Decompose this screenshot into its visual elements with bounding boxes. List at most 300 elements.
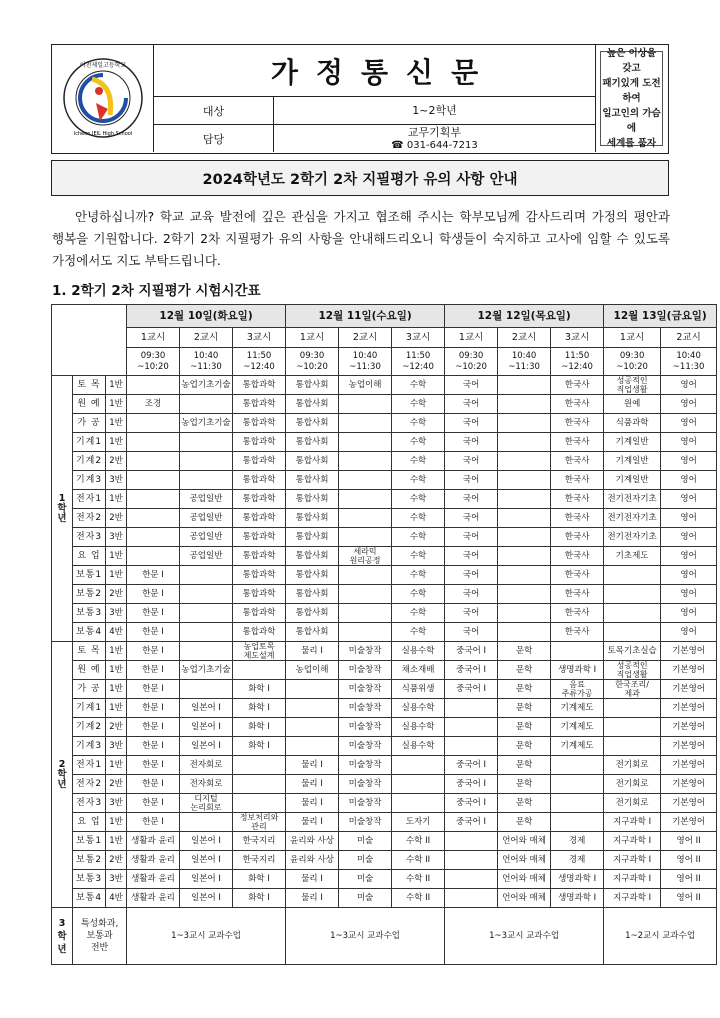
subject-cell: [604, 585, 661, 604]
subject-cell: 통합사회: [286, 433, 339, 452]
table-row: [52, 490, 717, 509]
subject-cell: [127, 433, 180, 452]
notice-banner: 2024학년도 2학기 2차 지필평가 유의 사항 안내: [51, 160, 669, 196]
title-cell: [154, 45, 595, 97]
subject-cell: 물리 I: [286, 794, 339, 813]
class-cell: 1반: [106, 376, 127, 395]
subject-cell: 성공적인 직업생활: [604, 376, 661, 395]
info-block: [154, 97, 595, 152]
table-row: [52, 433, 717, 452]
subject-cell: 화학 I: [233, 889, 286, 908]
subject-cell: 수학 II: [392, 889, 445, 908]
subject-cell: 수학: [392, 566, 445, 585]
subject-cell: 미술창작: [339, 718, 392, 737]
table-row: [52, 718, 717, 737]
exam-schedule-table: [51, 304, 717, 965]
subject-cell: 국어: [445, 376, 498, 395]
subject-cell: [180, 585, 233, 604]
subject-cell: 일본어 I: [180, 870, 233, 889]
subject-cell: [498, 395, 551, 414]
school-logo-icon: [52, 45, 154, 152]
subject-cell: [604, 623, 661, 642]
subject-cell: 지구과학 I: [604, 889, 661, 908]
dept-cell: 기계1: [73, 433, 106, 452]
dept-cell: 보통3: [73, 870, 106, 889]
subject-cell: 영어: [661, 623, 717, 642]
subject-cell: [339, 509, 392, 528]
dept-cell: 보통4: [73, 889, 106, 908]
corner-cell: [52, 305, 127, 376]
subject-cell: [233, 775, 286, 794]
subject-cell: 일본어 I: [180, 832, 233, 851]
dept-cell: 전자2: [73, 509, 106, 528]
subject-cell: 식품과학: [604, 414, 661, 433]
school-logo-cell: [52, 45, 154, 152]
subject-cell: [180, 813, 233, 832]
grade3-day-cell: 1~3교시 교과수업: [445, 908, 604, 965]
table-row: [52, 452, 717, 471]
subject-cell: 중국어 I: [445, 794, 498, 813]
subject-cell: 기본영어: [661, 737, 717, 756]
subject-cell: [392, 794, 445, 813]
subject-cell: 성공적인 직업생활: [604, 661, 661, 680]
period-header: 3교시: [233, 328, 286, 348]
subject-cell: 전자회로: [180, 756, 233, 775]
subject-cell: [498, 509, 551, 528]
subject-cell: 문학: [498, 661, 551, 680]
subject-cell: 한국사: [551, 433, 604, 452]
subject-cell: 통합사회: [286, 604, 339, 623]
subject-cell: 미술창작: [339, 794, 392, 813]
subject-cell: 통합사회: [286, 471, 339, 490]
table-row: [52, 604, 717, 623]
time-cell: 11:50 ~12:40: [233, 348, 286, 376]
subject-cell: 생명과학 I: [551, 889, 604, 908]
dept-cell: 원 예: [73, 661, 106, 680]
subject-cell: 중국어 I: [445, 775, 498, 794]
subject-cell: 한문 I: [127, 680, 180, 699]
subject-cell: [339, 414, 392, 433]
class-cell: 4반: [106, 623, 127, 642]
subject-cell: 영어: [661, 566, 717, 585]
subject-cell: [180, 471, 233, 490]
subject-cell: 한문 I: [127, 623, 180, 642]
subject-cell: [127, 547, 180, 566]
class-cell: 2반: [106, 509, 127, 528]
subject-cell: 한국사: [551, 509, 604, 528]
subject-cell: 국어: [445, 547, 498, 566]
table-row: [52, 414, 717, 433]
subject-cell: 통합과학: [233, 376, 286, 395]
subject-cell: 음료 주류가공: [551, 680, 604, 699]
subject-cell: 문학: [498, 737, 551, 756]
subject-cell: 미술창작: [339, 699, 392, 718]
grade3-day-cell: 1~3교시 교과수업: [286, 908, 445, 965]
subject-cell: 경제: [551, 832, 604, 851]
subject-cell: 국어: [445, 604, 498, 623]
subject-cell: 경제: [551, 851, 604, 870]
subject-cell: 기계일반: [604, 471, 661, 490]
subject-cell: 기본영어: [661, 794, 717, 813]
subject-cell: 토목기초실습: [604, 642, 661, 661]
dept-cell: 요 업: [73, 813, 106, 832]
subject-cell: 농업기초기술: [180, 414, 233, 433]
subject-cell: 한국사: [551, 566, 604, 585]
subject-cell: 식품위생: [392, 680, 445, 699]
subject-cell: 한국사: [551, 528, 604, 547]
class-cell: 1반: [106, 832, 127, 851]
class-cell: 2반: [106, 585, 127, 604]
period-header: 2교시: [661, 328, 717, 348]
subject-cell: 수학 II: [392, 832, 445, 851]
class-cell: 1반: [106, 395, 127, 414]
class-cell: 2반: [106, 775, 127, 794]
subject-cell: [286, 737, 339, 756]
subject-cell: 한국사: [551, 471, 604, 490]
page-title: 가정통신문: [270, 55, 497, 89]
subject-cell: 물리 I: [286, 642, 339, 661]
dept-cell: 보통2: [73, 585, 106, 604]
time-cell: 09:30 ~10:20: [127, 348, 180, 376]
subject-cell: 중국어 I: [445, 661, 498, 680]
class-cell: 3반: [106, 794, 127, 813]
subject-cell: [339, 604, 392, 623]
subject-cell: [445, 699, 498, 718]
subject-cell: 실용수학: [392, 718, 445, 737]
class-cell: 1반: [106, 813, 127, 832]
intro-text: 안녕하십니까? 학교 교육 발전에 깊은 관심을 가지고 협조해 주시는 학부모님께 감사드리며 가정의 평안과 행복을 기원합니다. 2학기 2차 지필평가 유의 사항을 안내해드리오니 학생들이 숙지하고 고사에 임할 수 있도록 가정에서도 지도 부탁드립니다.: [52, 209, 670, 268]
subject-cell: [498, 604, 551, 623]
subject-cell: 생활과 윤리: [127, 851, 180, 870]
subject-cell: 지구과학 I: [604, 851, 661, 870]
dept-cell: 전자2: [73, 775, 106, 794]
subject-cell: 통합사회: [286, 623, 339, 642]
subject-cell: 수학: [392, 547, 445, 566]
subject-cell: [127, 490, 180, 509]
dept-cell: 요 업: [73, 547, 106, 566]
subject-cell: 생명과학 I: [551, 870, 604, 889]
subject-cell: 국어: [445, 471, 498, 490]
subject-cell: 통합과학: [233, 395, 286, 414]
subject-cell: 한문 I: [127, 718, 180, 737]
period-header: 2교시: [180, 328, 233, 348]
subject-cell: [339, 566, 392, 585]
subject-cell: [286, 680, 339, 699]
manager-label: 담당: [154, 125, 274, 152]
subject-cell: [551, 813, 604, 832]
subject-cell: 지구과학 I: [604, 832, 661, 851]
subject-cell: 문학: [498, 813, 551, 832]
grade3-day-cell: 1~3교시 교과수업: [127, 908, 286, 965]
subject-cell: 실용수학: [392, 737, 445, 756]
subject-cell: [498, 566, 551, 585]
subject-cell: 통합과학: [233, 490, 286, 509]
subject-cell: 실용수학: [392, 642, 445, 661]
subject-cell: 언어와 매체: [498, 851, 551, 870]
subject-cell: [180, 452, 233, 471]
subject-cell: [127, 509, 180, 528]
subject-cell: 영어 II: [661, 832, 717, 851]
dept-cell: 기계2: [73, 452, 106, 471]
subject-cell: 국어: [445, 509, 498, 528]
subject-cell: 언어와 매체: [498, 870, 551, 889]
subject-cell: 통합과학: [233, 547, 286, 566]
subject-cell: [604, 718, 661, 737]
subject-cell: 일본어 I: [180, 718, 233, 737]
table-row: [52, 775, 717, 794]
subject-cell: 전자회로: [180, 775, 233, 794]
day-header: 12월 12일(목요일): [445, 305, 604, 328]
grade3-day-cell: 1~2교시 교과수업: [604, 908, 717, 965]
section-title: 1. 2학기 2차 지필평가 시험시간표: [52, 283, 261, 299]
subject-cell: [498, 414, 551, 433]
subject-cell: 일본어 I: [180, 737, 233, 756]
subject-cell: [233, 756, 286, 775]
subject-cell: 수학: [392, 604, 445, 623]
subject-cell: 공업일반: [180, 509, 233, 528]
subject-cell: 기본영어: [661, 642, 717, 661]
subject-cell: 한국사: [551, 623, 604, 642]
subject-cell: [339, 623, 392, 642]
subject-cell: 생활과 윤리: [127, 889, 180, 908]
subject-cell: 수학: [392, 376, 445, 395]
subject-cell: [127, 376, 180, 395]
class-cell: 1반: [106, 756, 127, 775]
subject-cell: 지구과학 I: [604, 813, 661, 832]
period-header: 2교시: [339, 328, 392, 348]
subject-cell: 물리 I: [286, 870, 339, 889]
subject-cell: 한국조리/ 제과: [604, 680, 661, 699]
dept-cell: 보통4: [73, 623, 106, 642]
subject-cell: 기계제도: [551, 699, 604, 718]
subject-cell: 수학: [392, 414, 445, 433]
table-row: [52, 851, 717, 870]
dept-cell: 보통1: [73, 566, 106, 585]
subject-cell: 영어 II: [661, 851, 717, 870]
subject-cell: [233, 794, 286, 813]
subject-cell: 통합과학: [233, 623, 286, 642]
subject-cell: 물리 I: [286, 756, 339, 775]
subject-cell: [551, 775, 604, 794]
subject-cell: 영어: [661, 528, 717, 547]
subject-cell: 통합사회: [286, 547, 339, 566]
time-cell: 11:50 ~12:40: [392, 348, 445, 376]
subject-cell: 전기전자기초: [604, 509, 661, 528]
subject-cell: [180, 642, 233, 661]
subject-cell: 농업기초기술: [180, 376, 233, 395]
subject-cell: 언어와 매체: [498, 832, 551, 851]
table-row: [52, 585, 717, 604]
subject-cell: 국어: [445, 395, 498, 414]
subject-cell: 중국어 I: [445, 680, 498, 699]
subject-cell: [339, 585, 392, 604]
motto-line: 세계를 품자: [606, 138, 657, 149]
subject-cell: 한문 I: [127, 794, 180, 813]
dept-cell: 전자1: [73, 756, 106, 775]
subject-cell: 기본영어: [661, 718, 717, 737]
table-row: [52, 661, 717, 680]
subject-cell: [180, 604, 233, 623]
subject-cell: [180, 680, 233, 699]
day-header: 12월 11일(수요일): [286, 305, 445, 328]
table-row: [52, 376, 717, 395]
subject-cell: [286, 718, 339, 737]
manager-value: 교무기획부: [407, 125, 462, 139]
subject-cell: 조경: [127, 395, 180, 414]
class-cell: 1반: [106, 642, 127, 661]
subject-cell: 원예: [604, 395, 661, 414]
table-row: [52, 870, 717, 889]
subject-cell: 공업일반: [180, 547, 233, 566]
subject-cell: 미술창작: [339, 642, 392, 661]
period-header: 2교시: [498, 328, 551, 348]
subject-cell: 기계제도: [551, 737, 604, 756]
subject-cell: [604, 699, 661, 718]
subject-cell: [498, 623, 551, 642]
dept-cell: 보통3: [73, 604, 106, 623]
dept-cell: 가 공: [73, 414, 106, 433]
subject-cell: 지구과학 I: [604, 870, 661, 889]
class-cell: 3반: [106, 604, 127, 623]
subject-cell: 한문 I: [127, 699, 180, 718]
subject-cell: 통합과학: [233, 604, 286, 623]
subject-cell: 전기회로: [604, 794, 661, 813]
subject-cell: 세라믹 원리공정: [339, 547, 392, 566]
subject-cell: 문학: [498, 642, 551, 661]
day-header-row: [52, 305, 717, 328]
period-header: 3교시: [551, 328, 604, 348]
subject-cell: [127, 471, 180, 490]
subject-cell: [180, 566, 233, 585]
subject-cell: 영어: [661, 490, 717, 509]
subject-cell: [339, 433, 392, 452]
dept-cell: 전자3: [73, 794, 106, 813]
subject-cell: 통합사회: [286, 566, 339, 585]
class-cell: 2반: [106, 718, 127, 737]
table-row: [52, 509, 717, 528]
subject-cell: 기본영어: [661, 813, 717, 832]
dept-cell: 기계3: [73, 471, 106, 490]
table-row: [52, 680, 717, 699]
subject-cell: 한문 I: [127, 756, 180, 775]
time-cell: 09:30 ~10:20: [445, 348, 498, 376]
subject-cell: [604, 604, 661, 623]
dept-cell: 전자1: [73, 490, 106, 509]
subject-cell: [180, 433, 233, 452]
subject-cell: 수학: [392, 585, 445, 604]
dept-cell: 기계2: [73, 718, 106, 737]
subject-cell: 미술: [339, 870, 392, 889]
subject-cell: [498, 490, 551, 509]
dept-cell: 보통1: [73, 832, 106, 851]
subject-cell: 국어: [445, 585, 498, 604]
subject-cell: 통합사회: [286, 395, 339, 414]
subject-cell: 영어: [661, 395, 717, 414]
grade3-row: [52, 908, 717, 965]
subject-cell: 기본영어: [661, 775, 717, 794]
subject-cell: 기본영어: [661, 699, 717, 718]
subject-cell: [339, 395, 392, 414]
subject-cell: 수학 II: [392, 870, 445, 889]
class-cell: 1반: [106, 433, 127, 452]
subject-cell: 수학: [392, 395, 445, 414]
table-row: [52, 566, 717, 585]
subject-cell: [551, 756, 604, 775]
subject-cell: 문학: [498, 718, 551, 737]
subject-cell: [339, 490, 392, 509]
subject-cell: [445, 851, 498, 870]
period-header: 1교시: [286, 328, 339, 348]
subject-cell: 기본영어: [661, 661, 717, 680]
logo-kor-text: 이천제일고등학교: [79, 62, 127, 69]
subject-cell: [127, 414, 180, 433]
day-header: 12월 13일(금요일): [604, 305, 717, 328]
subject-cell: 통합사회: [286, 585, 339, 604]
subject-cell: [498, 433, 551, 452]
logo-eng-text: Icheon JEIL High School: [73, 131, 133, 137]
class-cell: 1반: [106, 490, 127, 509]
subject-cell: 영어: [661, 585, 717, 604]
subject-cell: 영어: [661, 433, 717, 452]
time-cell: 09:30 ~10:20: [604, 348, 661, 376]
subject-cell: 한문 I: [127, 604, 180, 623]
subject-cell: 통합과학: [233, 414, 286, 433]
subject-cell: 영어: [661, 547, 717, 566]
subject-cell: 영어: [661, 414, 717, 433]
subject-cell: 문학: [498, 680, 551, 699]
subject-cell: 전기전자기초: [604, 528, 661, 547]
subject-cell: 통합과학: [233, 509, 286, 528]
subject-cell: 한국지리: [233, 851, 286, 870]
time-cell: 10:40 ~11:30: [661, 348, 717, 376]
table-row: [52, 642, 717, 661]
subject-cell: 통합사회: [286, 509, 339, 528]
subject-cell: 수학: [392, 528, 445, 547]
class-cell: 1반: [106, 414, 127, 433]
table-row: [52, 699, 717, 718]
subject-cell: 물리 I: [286, 775, 339, 794]
subject-cell: [180, 623, 233, 642]
subject-cell: 물리 I: [286, 889, 339, 908]
subject-cell: 기초제도: [604, 547, 661, 566]
class-cell: 1반: [106, 547, 127, 566]
subject-cell: 통합사회: [286, 376, 339, 395]
subject-cell: [392, 775, 445, 794]
subject-cell: 수학: [392, 471, 445, 490]
subject-cell: 기본영어: [661, 680, 717, 699]
class-cell: 1반: [106, 699, 127, 718]
subject-cell: [286, 699, 339, 718]
table-row: [52, 756, 717, 775]
subject-cell: [551, 794, 604, 813]
dept-cell: 전자3: [73, 528, 106, 547]
subject-cell: 국어: [445, 414, 498, 433]
subject-cell: 영어: [661, 452, 717, 471]
table-row: [52, 813, 717, 832]
subject-cell: 농업이해: [286, 661, 339, 680]
subject-cell: 농업토목 제도설계: [233, 642, 286, 661]
period-header: 3교시: [392, 328, 445, 348]
subject-cell: 디지털 논리회로: [180, 794, 233, 813]
subject-cell: 농업이해: [339, 376, 392, 395]
subject-cell: 실용수학: [392, 699, 445, 718]
subject-cell: [339, 528, 392, 547]
subject-cell: 한국사: [551, 490, 604, 509]
class-cell: 2반: [106, 851, 127, 870]
subject-cell: 전기회로: [604, 756, 661, 775]
motto-line: 높은 이상을 갖고: [606, 48, 657, 74]
class-cell: 3반: [106, 737, 127, 756]
